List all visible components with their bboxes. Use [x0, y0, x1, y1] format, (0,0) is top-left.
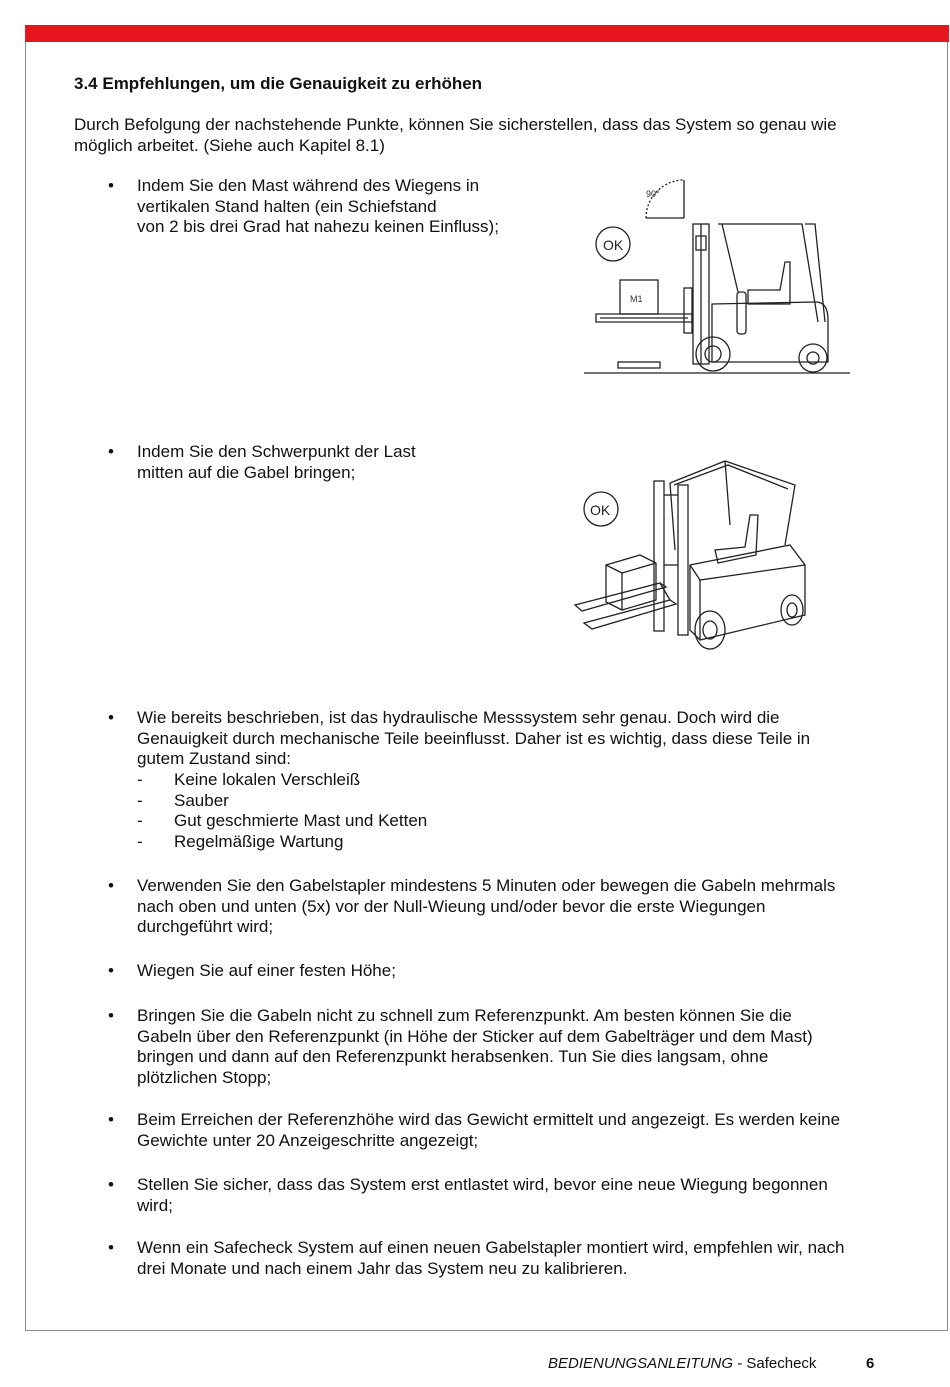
bullet-dot: • [108, 1110, 114, 1129]
bullet-line: plötzlichen Stopp; [137, 1068, 272, 1088]
footer-manual-name: BEDIENUNGSANLEITUNG [548, 1355, 734, 1372]
top-accent-bar [25, 25, 949, 42]
forklift-perspective-illustration [570, 455, 825, 655]
sub-list-text: Keine lokalen Verschleiß [174, 770, 361, 790]
dash-marker: - [137, 790, 143, 810]
bullet-line: Wiegen Sie auf einer festen Höhe; [137, 961, 396, 980]
sub-list-item [137, 791, 889, 812]
bullet-dot: • [108, 176, 114, 195]
page-number: 6 [866, 1355, 875, 1372]
intro-paragraph: Durch Befolgung der nachstehende Punkte, können Sie sicherstellen, dass das System so genau wie möglich arbeitet. (Siehe auch Kapitel 8.1) [74, 115, 837, 155]
dash-marker: - [137, 831, 143, 851]
sub-list-text: Sauber [174, 790, 229, 810]
bullet-line: wird; [137, 1195, 173, 1215]
sub-list-item [137, 770, 889, 791]
bullet-dot: • [108, 1238, 114, 1257]
load-label: M1 [630, 294, 643, 304]
bullet-line: Indem Sie den Mast während des Wiegens in [137, 176, 480, 195]
bullet-dot: • [108, 1175, 114, 1194]
bullet-line: Verwenden Sie den Gabelstapler mindestens 5 Minuten oder bewegen die Gabeln mehrmals [137, 876, 836, 895]
footer-separator: - [733, 1355, 747, 1372]
bullet-line: Gabeln über den Referenzpunkt (in Höhe der Sticker auf dem Gabelträger und dem Mast) [137, 1026, 813, 1046]
bullet-line: Genauigkeit durch mechanische Teile beeinflusst. Daher ist es wichtig, dass diese Teile in [137, 728, 811, 748]
bullet-line: drei Monate und nach einem Jahr das System neu zu kalibrieren. [137, 1258, 628, 1278]
bullet-line: Beim Erreichen der Referenzhöhe wird das Gewicht ermittelt und angezeigt. Es werden keine [137, 1110, 841, 1129]
footer-title [548, 1355, 816, 1372]
bullet-line: Wie bereits beschrieben, ist das hydraulische Messsystem sehr genau. Doch wird die [137, 708, 780, 727]
bullet-line: nach oben und unten (5x) vor der Null-Wieung und/oder bevor die erste Wiegungen [137, 896, 766, 916]
section-heading: 3.4 Empfehlungen, um die Genauigkeit zu erhöhen [74, 74, 483, 93]
bullet-line: durchgeführt wird; [137, 917, 274, 937]
bullet-line: Wenn ein Safecheck System auf einen neuen Gabelstapler montiert wird, empfehlen wir, nach [137, 1238, 845, 1257]
sub-list-item [137, 811, 889, 832]
bullet-dot: • [108, 961, 114, 980]
bullet-line: Gewichte unter 20 Anzeigeschritte angezeigt; [137, 1130, 479, 1150]
bullet-line: Indem Sie den Schwerpunkt der Last [137, 442, 416, 461]
bullet-dot: • [108, 1006, 114, 1025]
bullet-line: Stellen Sie sicher, dass das System erst entlastet wird, bevor eine neue Wiegung begonnen [137, 1175, 828, 1194]
sub-list-text: Regelmäßige Wartung [174, 831, 344, 851]
dash-marker: - [137, 811, 143, 831]
bullet-dot: • [108, 708, 114, 727]
bullet-line: mitten auf die Gabel bringen; [137, 462, 356, 482]
bullet-line: Bringen Sie die Gabeln nicht zu schnell zum Referenzpunkt. Am besten können Sie die [137, 1006, 792, 1025]
forklift-side-view-illustration [580, 172, 855, 382]
footer-product-name: Safecheck [746, 1355, 817, 1372]
sub-list-item [137, 832, 889, 853]
bullet-line: von 2 bis drei Grad hat nahezu keinen Einfluss); [137, 217, 499, 237]
bullet-line: vertikalen Stand halten (ein Schiefstand [137, 196, 437, 216]
ok-label: OK [603, 237, 624, 253]
ok-label: OK [590, 502, 611, 518]
bullet-line: bringen und dann auf den Referenzpunkt herabsenken. Tun Sie dies langsam, ohne [137, 1047, 769, 1067]
bullet-dot: • [108, 442, 114, 461]
bullet-dot: • [108, 876, 114, 895]
dash-marker: - [137, 770, 143, 790]
angle-label: 90° [646, 189, 660, 199]
bullet-line: gutem Zustand sind: [137, 749, 292, 769]
sub-list-text: Gut geschmierte Mast und Ketten [174, 811, 428, 831]
